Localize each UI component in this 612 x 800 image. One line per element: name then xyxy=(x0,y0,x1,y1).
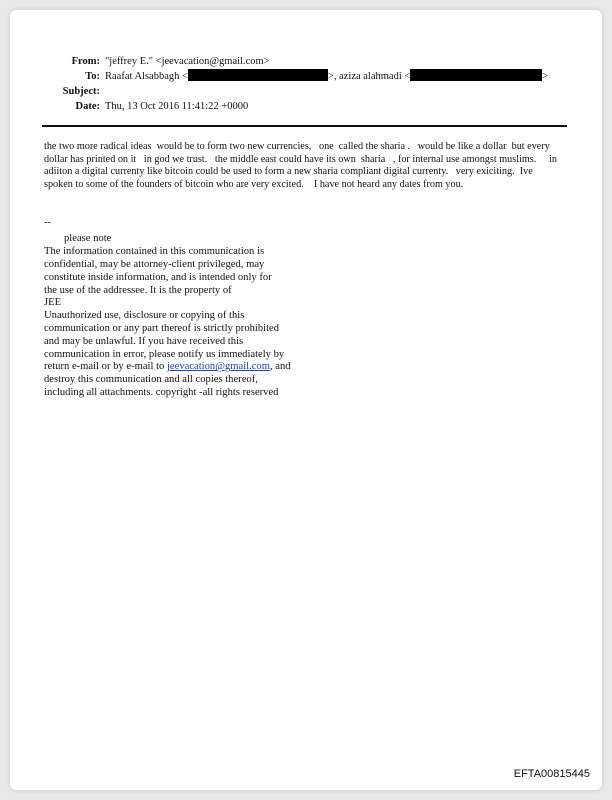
subject-row xyxy=(10,84,602,99)
signature-text: , and xyxy=(269,361,291,373)
document-id: EFTA00815445 xyxy=(513,768,590,780)
email-link[interactable]: jeevacation@gmail.com xyxy=(166,361,270,373)
to-row xyxy=(10,69,602,84)
to-end: > xyxy=(542,71,549,82)
date-label: Date: xyxy=(75,101,100,112)
redaction-box xyxy=(188,69,328,81)
signature-line: confidential, may be attorney-client privileged, may xyxy=(44,258,265,270)
signature-text: return e-mail or by e-mail to xyxy=(44,361,167,373)
signature-line xyxy=(44,361,344,374)
signature-line: communication or any part thereof is strictly prohibited xyxy=(44,322,280,334)
from-label: From: xyxy=(71,56,100,67)
to-label: To: xyxy=(85,71,100,82)
signature-block xyxy=(44,217,344,399)
signature-line: including all attachments. copyright -all rights reserved xyxy=(44,386,279,398)
body-paragraph: the two more radical ideas would be to form two new currencies, one called the sharia . would be like a dollar but every dollar has printed on it in god we trust. the middle east could have its own sharia , for internal use amongst muslims. in adiiton a digital currenty like bitcoin could be used to form a new sharia compliant digital currenty. very exiciting. Ive spoken to some of the founders of bitcoin who are very excited. I have not heard any dates from you. xyxy=(44,141,560,190)
signature-line: The information contained in this communication is xyxy=(44,246,265,258)
email-body xyxy=(44,141,564,400)
document-page xyxy=(10,10,602,790)
to-separator: >, aziza alahmadi < xyxy=(327,71,411,82)
to-value xyxy=(105,69,548,84)
subject-label: Subject: xyxy=(62,86,100,97)
signature-line: Unauthorized use, disclosure or copying of this xyxy=(44,310,245,322)
signature-line: communication in error, please notify us immediately by xyxy=(44,348,285,360)
date-row xyxy=(10,99,602,114)
signature-line: destroy this communication and all copies thereof, xyxy=(44,374,258,386)
signature-note: please note xyxy=(64,233,112,245)
header-divider xyxy=(42,125,567,127)
signature-line: and may be unlawful. If you have received this xyxy=(44,335,244,347)
from-row xyxy=(10,54,602,69)
to-recipient-1: Raafat Alsabbagh < xyxy=(105,71,188,82)
signature-line: constitute inside information, and is intended only for xyxy=(44,271,272,283)
signature-line: JEE xyxy=(44,297,62,309)
redaction-box xyxy=(410,69,542,81)
date-value: Thu, 13 Oct 2016 11:41:22 +0000 xyxy=(105,101,249,112)
signature-separator: -- xyxy=(44,217,52,229)
from-value: "jeffrey E." <jeevacation@gmail.com> xyxy=(105,56,270,67)
signature-line: the use of the addressee. It is the property of xyxy=(44,284,232,296)
email-header xyxy=(10,54,602,114)
